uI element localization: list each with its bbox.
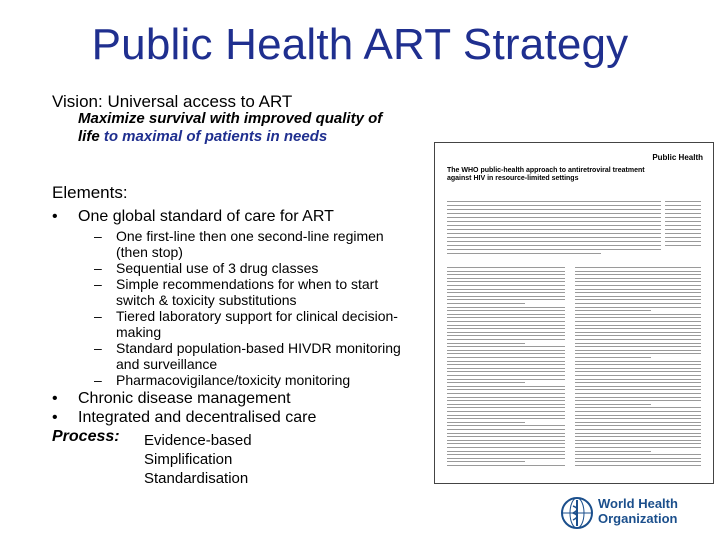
- article-text-line: [575, 418, 701, 419]
- journal-name: Public Health: [652, 153, 703, 162]
- article-text-line: [575, 328, 701, 329]
- article-text-line: [575, 267, 701, 268]
- article-text-line: [447, 245, 661, 246]
- element-text: One global standard of care for ART: [78, 208, 334, 225]
- article-text-line: [575, 285, 701, 286]
- article-text-line: [447, 454, 565, 455]
- article-text-line: [447, 436, 565, 437]
- mission-statement: [78, 110, 408, 146]
- process-item: Standardisation: [144, 470, 249, 487]
- article-text-line: [575, 303, 701, 304]
- article-text-line: [575, 422, 701, 423]
- article-text-line: [447, 314, 565, 315]
- article-text-line: [447, 422, 525, 423]
- article-text-line: [447, 332, 565, 333]
- article-text-line: [575, 278, 701, 279]
- article-text-line: [447, 458, 565, 459]
- article-text-line: [447, 296, 565, 297]
- article-text-line: [447, 400, 565, 401]
- article-text-line: [575, 296, 701, 297]
- article-text-line: [447, 271, 565, 272]
- article-text-line: [447, 382, 525, 383]
- article-text-line: [575, 440, 701, 441]
- article-text-line: [447, 429, 565, 430]
- article-text-line: [447, 317, 565, 318]
- article-text-line: [575, 379, 701, 380]
- article-text-line: [447, 465, 565, 466]
- article-text-line: [665, 225, 701, 226]
- article-text-line: [575, 397, 701, 398]
- article-text-line: [575, 447, 701, 448]
- article-text-line: [575, 353, 701, 354]
- article-text-line: [447, 292, 565, 293]
- article-text-line: [665, 241, 701, 242]
- article-text-line: [575, 386, 701, 387]
- vision-text: Universal access to ART: [107, 92, 293, 111]
- article-text-line: [575, 310, 651, 311]
- article-text-line: [447, 393, 565, 394]
- article-text-line: [447, 440, 565, 441]
- article-text-line: [447, 443, 565, 444]
- article-text-line: [447, 415, 565, 416]
- article-text-line: [575, 339, 701, 340]
- article-text-line: [575, 454, 701, 455]
- article-text-line: [575, 361, 701, 362]
- sub-item-text: Tiered laboratory support for clinical decision-making: [116, 308, 398, 340]
- article-text-line: [575, 364, 701, 365]
- article-text-line: [447, 389, 565, 390]
- article-text-line: [575, 346, 701, 347]
- article-text-line: [447, 335, 565, 336]
- article-text-line: [665, 233, 701, 234]
- process-label: Process:: [52, 428, 120, 445]
- dash: –: [94, 340, 102, 356]
- article-text-line: [447, 307, 565, 308]
- article-text-line: [575, 335, 701, 336]
- article-title: The WHO public-health approach to antiretroviral treatment against HIV in resource-limited settings: [447, 167, 645, 182]
- article-text-line: [665, 205, 701, 206]
- sub-item-text: Sequential use of 3 drug classes: [116, 260, 319, 276]
- who-logo: [560, 492, 720, 538]
- dash: –: [94, 308, 102, 324]
- dash: –: [94, 228, 102, 244]
- article-text-line: [447, 386, 565, 387]
- article-text-line: [575, 314, 701, 315]
- article-text-line: [575, 274, 701, 275]
- bullet: •: [52, 390, 58, 407]
- article-text-line: [447, 225, 661, 226]
- article-text-line: [575, 433, 701, 434]
- bullet: •: [52, 409, 58, 426]
- article-text-line: [447, 357, 565, 358]
- article-text-line: [665, 245, 701, 246]
- article-text-line: [665, 229, 701, 230]
- article-text-line: [447, 397, 565, 398]
- article-text-line: [575, 289, 701, 290]
- mission-part2: to maximal of patients in needs: [103, 128, 328, 145]
- article-text-line: [575, 332, 701, 333]
- element-text: Integrated and decentralised care: [78, 409, 317, 426]
- article-text-line: [447, 368, 565, 369]
- article-text-line: [447, 379, 565, 380]
- article-text-line: [447, 407, 565, 408]
- article-text-line: [447, 364, 565, 365]
- article-text-line: [575, 400, 701, 401]
- article-text-line: [575, 389, 701, 390]
- article-text-line: [665, 221, 701, 222]
- article-text-line: [575, 325, 701, 326]
- article-text-line: [447, 221, 661, 222]
- article-text-line: [447, 461, 525, 462]
- article-text-line: [447, 229, 661, 230]
- article-text-line: [447, 425, 565, 426]
- article-text-line: [447, 285, 565, 286]
- process-item: Evidence-based: [144, 432, 252, 449]
- sub-item-text: Pharmacovigilance/toxicity monitoring: [116, 372, 351, 388]
- article-text-line: [575, 371, 701, 372]
- sub-item-text: One first-line then one second-line regimen (then stop): [116, 228, 384, 260]
- article-text-line: [575, 271, 701, 272]
- who-emblem-icon: [560, 496, 594, 530]
- article-text-line: [575, 407, 701, 408]
- article-text-line: [447, 241, 661, 242]
- article-text-line: [575, 465, 701, 466]
- article-text-line: [447, 201, 661, 202]
- article-text-line: [575, 415, 701, 416]
- article-text-line: [447, 346, 565, 347]
- article-text-line: [575, 382, 701, 383]
- article-text-line: [575, 375, 701, 376]
- dash: –: [94, 276, 102, 292]
- elements-label: Elements:: [52, 183, 128, 202]
- article-text-line: [447, 328, 565, 329]
- article-text-line: [447, 281, 565, 282]
- article-text-line: [575, 292, 701, 293]
- process-items: [144, 431, 252, 488]
- article-text-line: [575, 317, 701, 318]
- article-text-line: [447, 237, 661, 238]
- element-text: Chronic disease management: [78, 390, 291, 407]
- article-text-line: [665, 201, 701, 202]
- article-text-line: [665, 237, 701, 238]
- article-text-line: [447, 325, 565, 326]
- article-text-line: [447, 339, 565, 340]
- article-text-line: [575, 443, 701, 444]
- article-text-line: [575, 368, 701, 369]
- article-text-line: [447, 303, 525, 304]
- article-text-line: [447, 433, 565, 434]
- article-text-line: [447, 233, 661, 234]
- article-text-line: [447, 299, 565, 300]
- who-name: World Health Organization: [598, 496, 678, 526]
- article-thumbnail: [434, 142, 714, 484]
- article-text-line: [447, 289, 565, 290]
- article-text-line: [447, 209, 661, 210]
- article-text-line: [447, 310, 565, 311]
- article-text-line: [575, 357, 651, 358]
- article-text-line: [447, 253, 601, 254]
- article-text-line: [447, 321, 565, 322]
- article-text-line: [447, 375, 565, 376]
- article-text-line: [447, 411, 565, 412]
- article-text-line: [575, 393, 701, 394]
- sub-item-text: Standard population-based HIVDR monitoring and surveillance: [116, 340, 401, 372]
- article-text-line: [575, 451, 651, 452]
- process-item: Simplification: [144, 451, 233, 468]
- article-text-line: [447, 213, 661, 214]
- article-text-line: [575, 343, 701, 344]
- article-text-line: [575, 299, 701, 300]
- vision-label: Vision:: [52, 92, 103, 111]
- article-text-line: [665, 213, 701, 214]
- article-text-line: [575, 404, 651, 405]
- article-text-line: [575, 461, 701, 462]
- article-text-line: [447, 278, 565, 279]
- slide-title: Public Health ART Strategy: [91, 20, 629, 69]
- article-text-line: [447, 217, 661, 218]
- bullet: •: [52, 208, 58, 225]
- article-text-line: [447, 353, 565, 354]
- article-text-line: [447, 350, 565, 351]
- article-text-line: [665, 209, 701, 210]
- mission-part1: Maximize survival with improved quality of life: [78, 110, 383, 145]
- article-text-line: [575, 458, 701, 459]
- article-text-line: [575, 281, 701, 282]
- article-text-line: [447, 205, 661, 206]
- article-text-line: [447, 249, 661, 250]
- dash: –: [94, 372, 102, 388]
- article-text-line: [575, 425, 701, 426]
- article-text-line: [575, 436, 701, 437]
- article-text-line: [575, 411, 701, 412]
- vision-line: [52, 92, 292, 112]
- article-text-line: [575, 350, 701, 351]
- article-text-line: [575, 429, 701, 430]
- article-text-line: [447, 267, 565, 268]
- article-text-line: [447, 451, 565, 452]
- dash: –: [94, 260, 102, 276]
- article-text-line: [447, 371, 565, 372]
- article-text-line: [575, 321, 701, 322]
- article-text-line: [447, 361, 565, 362]
- article-text-line: [575, 307, 701, 308]
- article-text-line: [447, 418, 565, 419]
- article-text-line: [447, 274, 565, 275]
- article-text-line: [447, 447, 565, 448]
- article-text-line: [447, 343, 525, 344]
- article-text-line: [665, 217, 701, 218]
- article-text-line: [447, 404, 565, 405]
- sub-item-text: Simple recommendations for when to start switch & toxicity substitutions: [116, 276, 379, 308]
